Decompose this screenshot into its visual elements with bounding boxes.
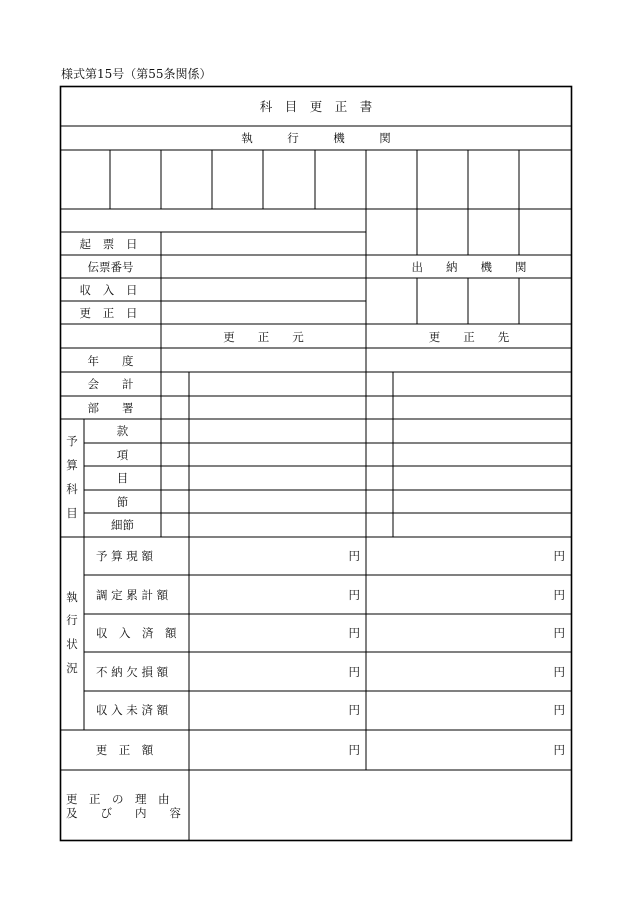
yen-unit: 円 xyxy=(553,588,565,602)
budget-item-moku: 目 xyxy=(116,471,129,485)
budget-item-saisetsu: 細節 xyxy=(111,518,134,532)
budget-item-kan: 款 xyxy=(116,424,129,438)
kousei-date-label: 更 正 日 xyxy=(79,306,142,320)
suitou-agency-header: 出 納 機 関 xyxy=(411,260,527,274)
yen-unit: 円 xyxy=(348,743,360,757)
denpyo-number-label: 伝票番号 xyxy=(87,260,134,274)
yen-unit: 円 xyxy=(348,703,360,717)
exec-item-budget-current: 予 算 現 額 xyxy=(96,549,153,563)
yen-unit: 円 xyxy=(553,549,565,563)
exec-item-assessed-total: 調 定 累 計 額 xyxy=(96,588,169,602)
budget-group-char: 科 xyxy=(66,482,78,496)
exec-item-deficit-loss: 不 納 欠 損 額 xyxy=(96,665,169,679)
budget-item-kou: 項 xyxy=(116,448,129,462)
yen-unit: 円 xyxy=(553,665,565,679)
exec-group-char: 状 xyxy=(66,637,78,651)
budget-group-char: 算 xyxy=(66,458,78,472)
budget-group-char: 目 xyxy=(66,506,78,520)
yen-unit: 円 xyxy=(553,743,565,757)
executing-agency-header: 執 行 機 関 xyxy=(241,131,391,145)
correction-destination-header: 更 正 先 xyxy=(428,330,510,344)
correction-source-header: 更 正 元 xyxy=(223,330,304,344)
exec-group-char: 行 xyxy=(66,613,78,627)
yen-unit: 円 xyxy=(348,626,360,640)
reason-label-line2: 及 び 内 容 xyxy=(66,806,181,820)
shunyu-date-label: 収 入 日 xyxy=(79,283,142,297)
exec-item-received: 収 入 済 額 xyxy=(96,626,177,640)
budget-group-char: 予 xyxy=(66,434,78,448)
yen-unit: 円 xyxy=(553,703,565,717)
exec-item-unreceived: 収 入 未 済 額 xyxy=(96,703,169,717)
fiscal-year-label: 年 度 xyxy=(87,354,134,368)
yen-unit: 円 xyxy=(348,588,360,602)
yen-unit: 円 xyxy=(348,665,360,679)
form-number-label: 様式第15号（第55条関係） xyxy=(61,67,212,81)
yen-unit: 円 xyxy=(553,626,565,640)
yen-unit: 円 xyxy=(348,549,360,563)
correction-amount-label: 更 正 額 xyxy=(95,743,154,757)
form-title: 科 目 更 正 書 xyxy=(259,99,373,114)
exec-group-char: 執 xyxy=(66,590,78,604)
exec-group-char: 況 xyxy=(66,661,78,675)
reason-label-line1: 更 正 の 理 由 xyxy=(66,792,170,806)
budget-item-setsu: 節 xyxy=(116,495,129,509)
accounting-label: 会 計 xyxy=(87,377,134,391)
kihyo-date-label: 起 票 日 xyxy=(79,237,142,251)
department-label: 部 署 xyxy=(87,401,134,415)
